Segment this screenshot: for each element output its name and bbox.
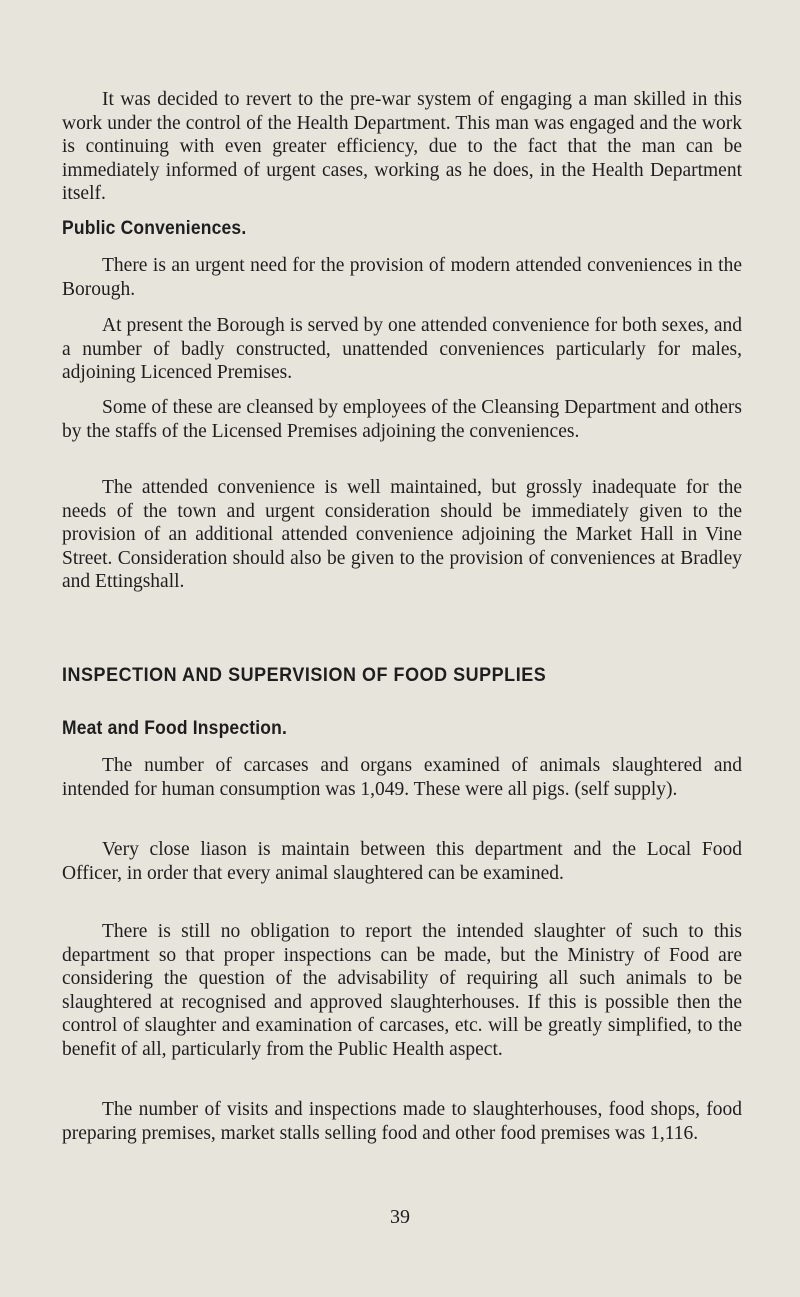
conveniences-paragraph-1: There is an urgent need for the provision of modern attended conveniences in the Borough. (62, 255, 742, 300)
public-conveniences-heading: Public Conveniences. (62, 218, 247, 239)
conveniences-paragraph-4: The attended convenience is well maintained, but grossly inadequate for the needs of the town and urgent consideration should be immediately given to the provision of an additional attended convenience adjoining the Market Hall in Vine Street. Consideration should also be given to the provision of conveniences at Bradley and Ettingshall. (62, 477, 742, 593)
meat-paragraph-1: The number of carcases and organs examined of animals slaughtered and intended for human consumption was 1,049. These were all pigs. (self supply). (62, 755, 742, 800)
intro-paragraph: It was decided to revert to the pre-war system of engaging a man skilled in this work under the control of the Health Department. This man was engaged and the work is continuing with even greater efficiency, due to the fact that the man can be immediately informed of urgent cases, working as he does, in the Health Department itself. (62, 89, 742, 205)
meat-paragraph-3: There is still no obligation to report the intended slaughter of such to this department so that proper inspections can be made, but the Ministry of Food are considering the question of the advisability of requiring all such animals to be slaughtered at recognised and approved slaughterhouses. If this is possible then the control of slaughter and examination of carcases, etc. will be greatly simplified, to the benefit of all, particularly from the Public Health aspect. (62, 921, 742, 1060)
meat-food-inspection-heading: Meat and Food Inspection. (62, 718, 288, 739)
meat-paragraph-4: The number of visits and inspections made to slaughterhouses, food shops, food preparing premises, market stalls selling food and other food premises was 1,116. (62, 1099, 742, 1144)
page-number: 39 (390, 1206, 410, 1228)
meat-paragraph-2: Very close liason is maintain between this department and the Local Food Officer, in order that every animal slaughtered can be examined. (62, 839, 742, 884)
conveniences-paragraph-2: At present the Borough is served by one attended convenience for both sexes, and a number of badly constructed, unattended conveniences particularly for males, adjoining Licenced Premises. (62, 315, 742, 384)
conveniences-paragraph-3: Some of these are cleansed by employees of the Cleansing Department and others by the staffs of the Licensed Premises adjoining the conveniences. (62, 397, 742, 442)
food-supplies-section-heading: INSPECTION AND SUPERVISION OF FOOD SUPPLIES (62, 664, 547, 686)
